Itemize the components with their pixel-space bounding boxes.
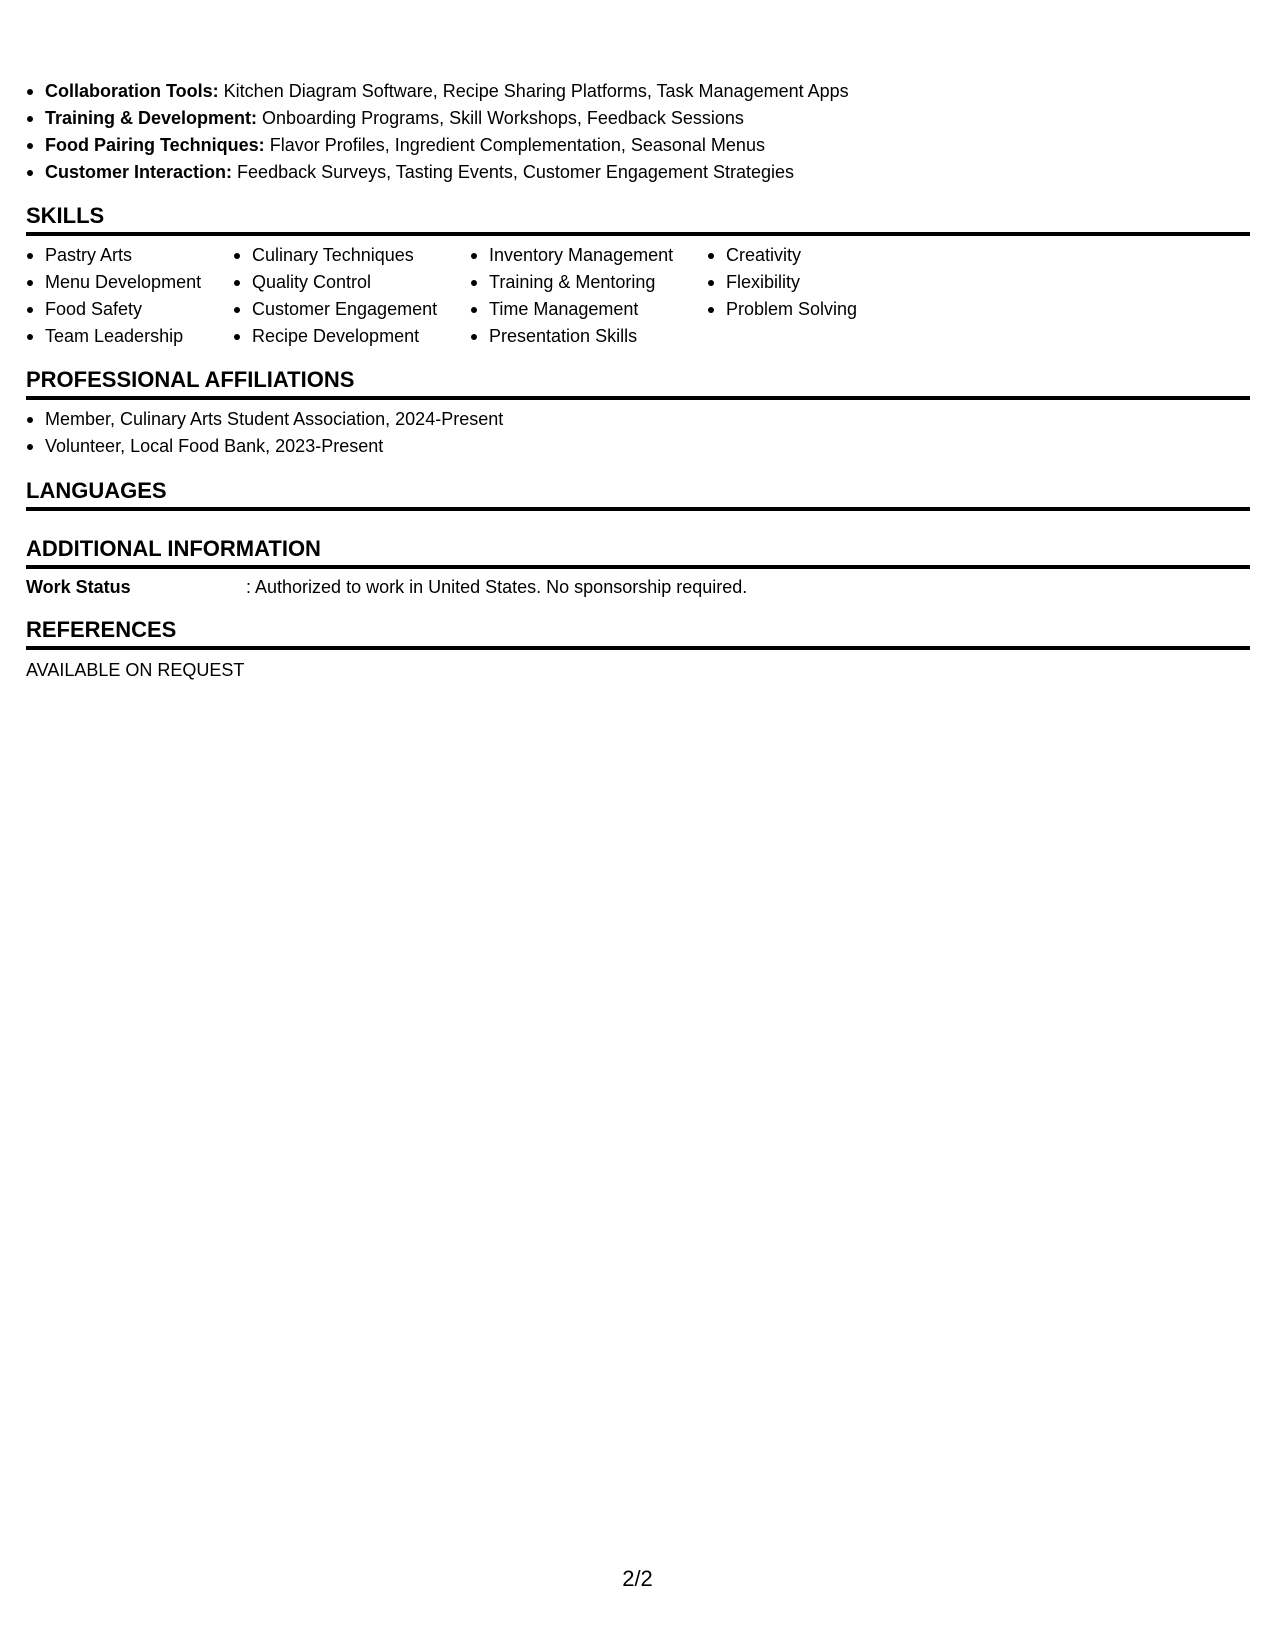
affiliation-item: Volunteer, Local Food Bank, 2023-Present	[26, 433, 1250, 460]
skill-item: Menu Development	[26, 269, 233, 296]
references-text: AVAILABLE ON REQUEST	[26, 660, 245, 680]
skills-column-2	[233, 242, 470, 350]
tool-category-label: Food Pairing Techniques:	[45, 135, 265, 155]
languages-section	[26, 478, 1250, 511]
languages-heading: LANGUAGES	[26, 478, 1250, 511]
affiliations-section	[26, 367, 1250, 460]
references-heading: REFERENCES	[26, 617, 1250, 650]
skill-item: Customer Engagement	[233, 296, 470, 323]
skill-item: Team Leadership	[26, 323, 233, 350]
skill-item: Training & Mentoring	[470, 269, 707, 296]
list-item	[26, 159, 849, 186]
skill-item: Presentation Skills	[470, 323, 707, 350]
skills-section	[26, 203, 1250, 350]
list-item	[26, 105, 849, 132]
tool-category-text: Kitchen Diagram Software, Recipe Sharing Platforms, Task Management Apps	[223, 81, 849, 101]
skill-item: Creativity	[707, 242, 907, 269]
skill-item: Problem Solving	[707, 296, 907, 323]
skill-item: Pastry Arts	[26, 242, 233, 269]
work-status-row	[26, 574, 1250, 601]
skills-heading: SKILLS	[26, 203, 1250, 236]
skill-item: Recipe Development	[233, 323, 470, 350]
skill-item: Food Safety	[26, 296, 233, 323]
tool-category-label: Training & Development:	[45, 108, 258, 128]
references-section	[26, 617, 1250, 684]
skill-item: Inventory Management	[470, 242, 707, 269]
work-status-label: Work Status	[26, 577, 131, 597]
tool-category-label: Customer Interaction:	[45, 162, 233, 182]
list-item	[26, 78, 849, 105]
skill-item: Quality Control	[233, 269, 470, 296]
skills-grid	[26, 242, 1250, 350]
additional-section	[26, 536, 1250, 601]
affiliations-heading: PROFESSIONAL AFFILIATIONS	[26, 367, 1250, 400]
affiliation-item: Member, Culinary Arts Student Association, 2024-Present	[26, 406, 1250, 433]
page-number: 2/2	[622, 1566, 653, 1591]
skills-column-4	[707, 242, 907, 350]
list-item	[26, 132, 849, 159]
work-status-value: : Authorized to work in United States. No sponsorship required.	[246, 577, 748, 597]
additional-heading: ADDITIONAL INFORMATION	[26, 536, 1250, 569]
tool-category-text: Flavor Profiles, Ingredient Complementation, Seasonal Menus	[269, 135, 765, 155]
skills-column-3	[470, 242, 707, 350]
skill-item: Flexibility	[707, 269, 907, 296]
skills-column-1	[26, 242, 233, 350]
tool-category-text: Onboarding Programs, Skill Workshops, Feedback Sessions	[262, 108, 744, 128]
affiliations-list	[26, 406, 1250, 460]
skill-item: Culinary Techniques	[233, 242, 470, 269]
tools-list	[26, 78, 849, 186]
skill-item: Time Management	[470, 296, 707, 323]
tool-category-label: Collaboration Tools:	[45, 81, 219, 101]
tool-category-text: Feedback Surveys, Tasting Events, Customer Engagement Strategies	[237, 162, 795, 182]
